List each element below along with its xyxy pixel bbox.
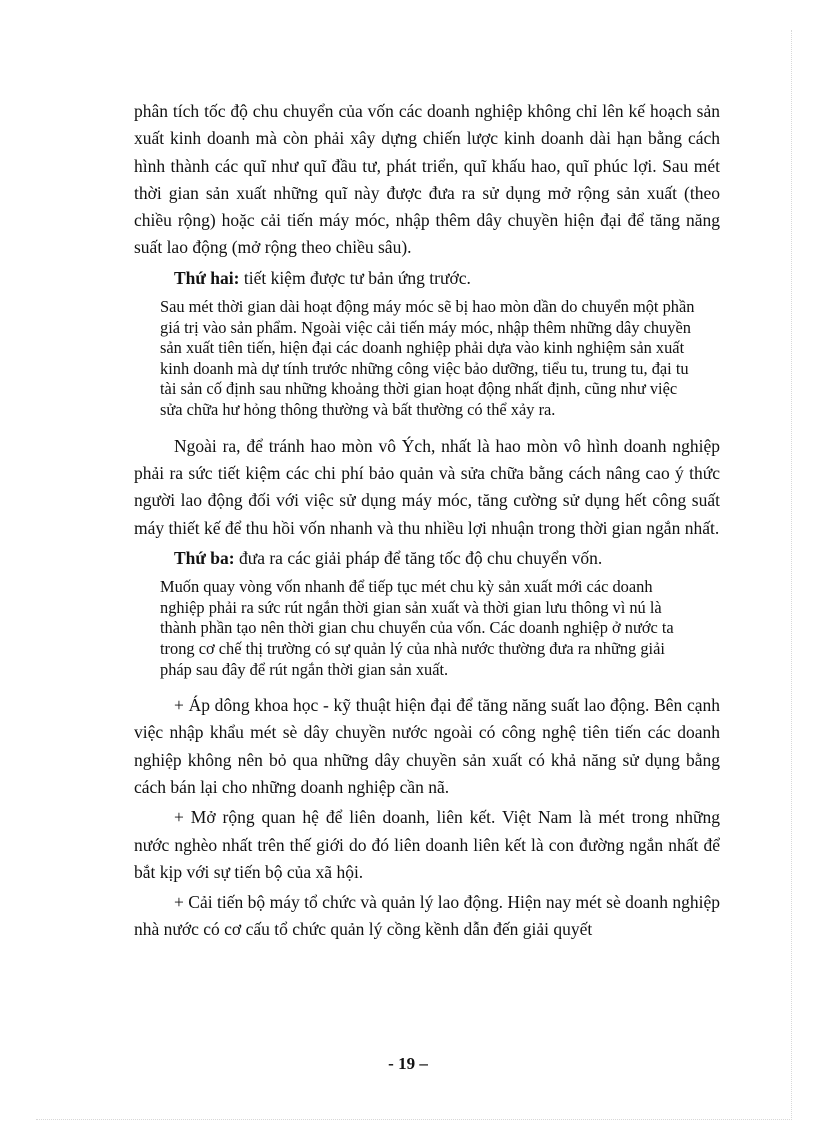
heading-label: Thứ ba: [174, 547, 235, 568]
heading-label: Thứ hai: [174, 267, 240, 288]
list-paragraph: + Mở rộng quan hệ để liên doanh, liên kết. Việt Nam là mét trong những nước nghèo nhất trên thế giới do đó liên doanh liên kết là con đường ngắn nhất để bắt kịp với sự tiến bộ của xã hội. [134, 807, 720, 882]
page-number: - 19 – [388, 1054, 428, 1073]
document-body [134, 98, 720, 947]
list-paragraph: + Cải tiến bộ máy tổ chức và quản lý lao động. Hiện nay mét sè doanh nghiệp nhà nước có cơ cấu tổ chức quản lý cồng kềnh dẫn đến giải quyết [134, 892, 720, 940]
paragraph-block: Muốn quay vòng vốn nhanh để tiếp tục mét chu kỳ sản xuất mới các doanh nghiệp phải ra sức rút ngắn thời gian sản xuất và thời gian lưu thông vì nú là thành phần tạo nên thời gian chu chuyển của vốn. Các doanh nghiệp ở nước ta trong cơ chế thị trường có sự quản lý của nhà nước thường đưa ra những giải pháp sau đây để rút ngắn thời gian sản xuất. [160, 577, 674, 679]
paragraph-continued: phân tích tốc độ chu chuyển của vốn các doanh nghiệp không chỉ lên kế hoạch sản xuất kinh doanh mà còn phải xây dựng chiến lược kinh doanh dài hạn bằng cách hình thành các quĩ như quĩ đầu tư, phát triển, quĩ khấu hao, quĩ phúc lợi. Sau mét thời gian sản xuất những quĩ này được đưa ra sử dụng mở rộng sản xuất (theo chiều rộng) hoặc cải tiến máy móc, nhập thêm dây chuyền hiện đại để tăng năng suất lao động (mở rộng theo chiều sâu). [134, 101, 720, 258]
section-heading-third [134, 545, 720, 572]
paragraph-block: Sau mét thời gian dài hoạt động máy móc sẽ bị hao mòn dần do chuyển một phần giá trị vào sản phẩm. Ngoài việc cải tiến máy móc, nhập thêm những dây chuyền sản xuất tiên tiến, hiện đại các doanh nghiệp phải dựa vào kinh nghiệm sản xuất kinh doanh mà dự tính trước những công việc bảo dưỡng, tiểu tu, trung tu, đại tu tài sản cố định sau những khoảng thời gian hoạt động nhất định, cũng như việc sửa chữa hư hỏng thông thường và bất thường có thể xảy ra. [160, 297, 695, 420]
list-paragraph: + Áp dông khoa học - kỹ thuật hiện đại để tăng năng suất lao động. Bên cạnh việc nhập khẩu mét sè dây chuyền nước ngoài có công nghệ tiên tiến các doanh nghiệp không nên bỏ qua những dây chuyền sản xuất có khả năng sử dụng bằng cách bán lại cho những doanh nghiệp cần nã. [134, 695, 720, 797]
section-heading-second [134, 265, 720, 292]
paragraph: Ngoài ra, để tránh hao mòn vô Ých, nhất là hao mòn vô hình doanh nghiệp phải ra sức tiết kiệm các chi phí bảo quản và sửa chữa bằng cách nâng cao ý thức người lao động đối với việc sử dụng máy móc, tăng cường sử dụng hết công suất máy thiết kế để thu hồi vốn nhanh và thu nhiều lợi nhuận trong thời gian ngắn nhất. [134, 435, 720, 538]
heading-text: đưa ra các giải pháp để tăng tốc độ chu chuyển vốn. [234, 547, 603, 568]
heading-text: tiết kiệm được tư bản ứng trước. [239, 267, 471, 288]
